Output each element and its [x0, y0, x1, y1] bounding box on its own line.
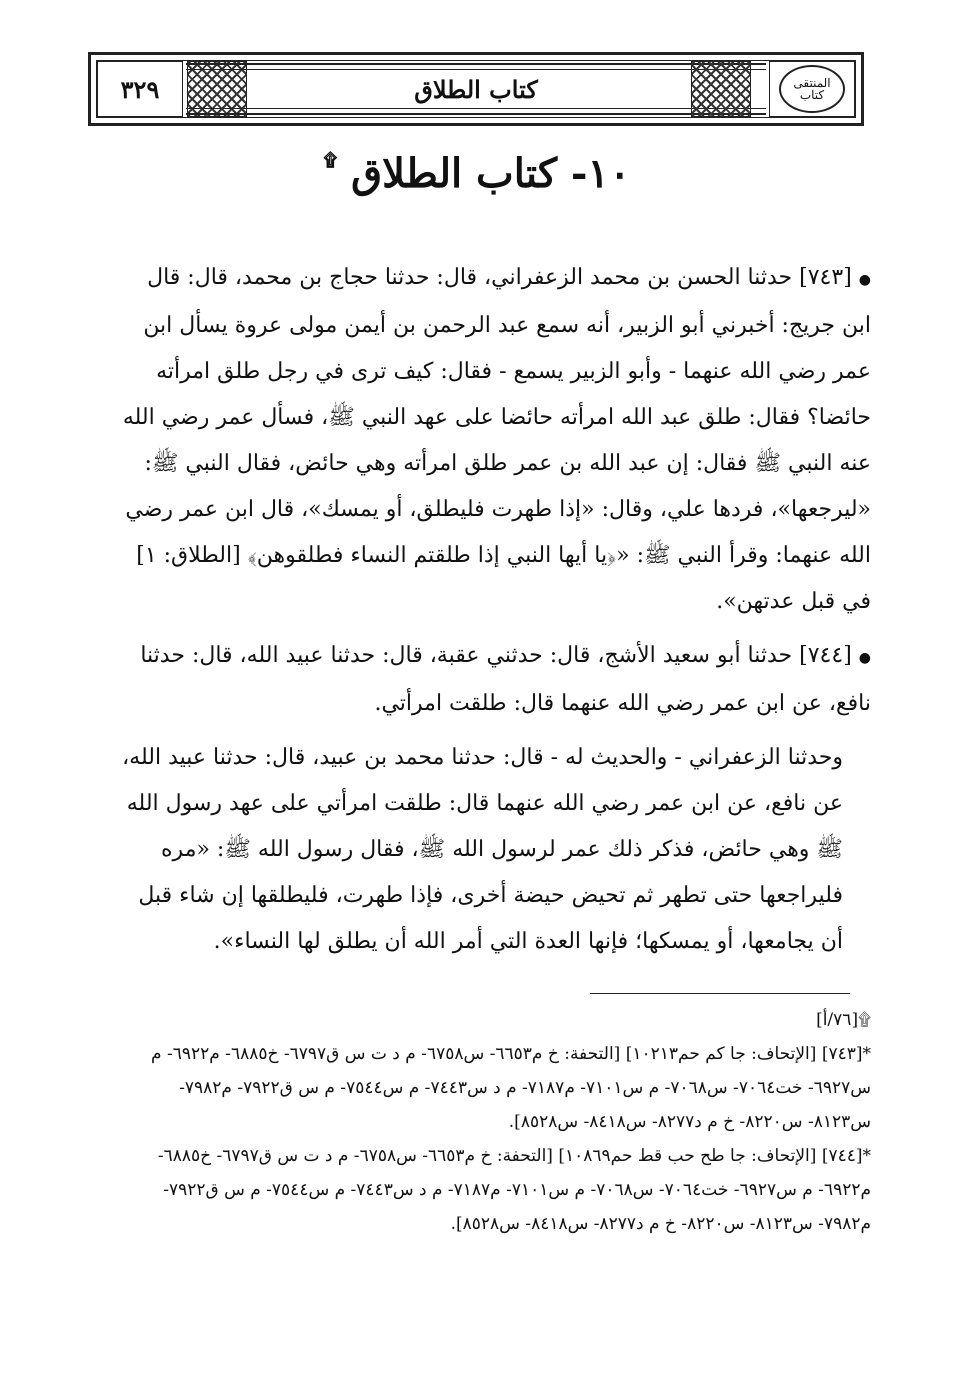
ornament-right [691, 61, 751, 117]
page-number: ٣٢٩ [97, 61, 183, 117]
running-title: كتاب الطلاق [414, 74, 538, 104]
bullet-icon: ● [858, 272, 871, 288]
footnote-743: *[٧٤٣] [الإتحاف: جا كم حم١٠٢١٣] [التحفة: خ م٦٦٥٣- س٦٧٥٨- م د ت س ق٦٧٩٧- خ٦٨٨٥- م٦٩٢٢- م س٦٩٢٧- خت٧٠٦٤- س٧٠٦٨- م س٧١٠١- م٧١٨٧- م د س٧٤٤٣- م س٧٥٤٤- م س ق٧٩٢٢- م٧٩٨٢- س٨١٢٣- س٨٢٢٠- خ م د٨٢٧٧- س٨٤١٨- س٨٥٢٨]. [151, 1044, 871, 1132]
footnote-divider [590, 993, 850, 994]
hadith-text: وحدثنا الزعفراني - والحديث له - قال: حدثنا محمد بن عبيد، قال: حدثنا عبيد الله، عن نافع، عن ابن عمر رضي الله عنهما قال: طلقت امرأتي على عهد رسول الله ﷺ وهي حائض، فذكر ذلك عمر لرسول الله ﷺ، فقال رسول الله ﷺ: «مره فليراجعها حتى تطهر ثم تحيض حيضة أخرى، فإذا طهرت، فليطلقها إن شاء قبل أن يجامعها، أو يمسكها؛ فإنها العدة التي أمر الله أن يطلق لها النساء». [122, 745, 843, 954]
running-title-band [186, 63, 766, 115]
hadith-744 [118, 633, 871, 727]
hadith-text: [٧٤٣] حدثنا الحسن بن محمد الزعفراني، قال: حدثنا حجاج بن محمد، قال: قال ابن جريج: أخبرني أبو الزبير، أنه سمع عبد الرحمن بن أيمن مولى عروة يسأل ابن عمر رضي الله عنهما - وأبو الزبير يسمع - فقال: كيف ترى في رجل طلق امرأته حائضا؟ فقال: طلق عبد الله امرأته حائضا على عهد النبي ﷺ، فسأل عمر رضي الله عنه النبي ﷺ فقال: إن عبد الله بن عمر طلق امرأته وهي حائض، فقال النبي ﷺ: «ليرجعها»، فردها علي، وقال: «إذا طهرت فليطلق، أو يمسك»، قال ابن عمر رضي الله عنهما: وقرأ النبي ﷺ: «﴿يا أيها النبي إذا طلقتم النساء فطلقوهن﴾ [الطلاق: ١] في قبل عدتهن». [122, 265, 871, 614]
hadith-text: [٧٤٤] حدثنا أبو سعيد الأشج، قال: حدثني عقبة، قال: حدثنا عبيد الله، قال: حدثنا نافع، عن ابن عمر رضي الله عنهما قال: طلقت امرأتي. [140, 643, 871, 716]
page-header [88, 52, 864, 126]
chapter-title [0, 150, 954, 197]
seal-frame [769, 61, 855, 117]
footnote-744: *[٧٤٤] [الإتحاف: جا طح حب قط حم١٠٨٦٩] [التحفة: خ م٦٦٥٣- س٦٧٥٨- م د ت س ق٦٧٩٧- خ٦٨٨٥- م٦٩٢٢- م س٦٩٢٧- خت٧٠٦٤- س٧٠٦٨- م س٧١٠١- م٧١٨٧- م د س٧٤٤٣- م س٧٥٤٤- م س ق٧٩٢٢- م٧٩٨٢- س٨١٢٣- س٨٢٢٠- خ م د٨٢٧٧- س٨٤١٨- س٨٥٢٨]. [157, 1146, 871, 1234]
chapter-title-text: ١٠- كتاب الطلاق [351, 150, 631, 197]
footnote-folio: ۩[٧٦/أ] [816, 1010, 871, 1030]
hadith-743 [118, 255, 871, 625]
main-text [118, 255, 871, 973]
bullet-icon: ● [858, 650, 871, 666]
book-seal-logo: المنتقى كتاب [779, 65, 845, 113]
chapter-mark-icon: ۩ [323, 150, 338, 171]
footnotes [118, 1003, 871, 1241]
hadith-744-second-chain [118, 735, 871, 965]
